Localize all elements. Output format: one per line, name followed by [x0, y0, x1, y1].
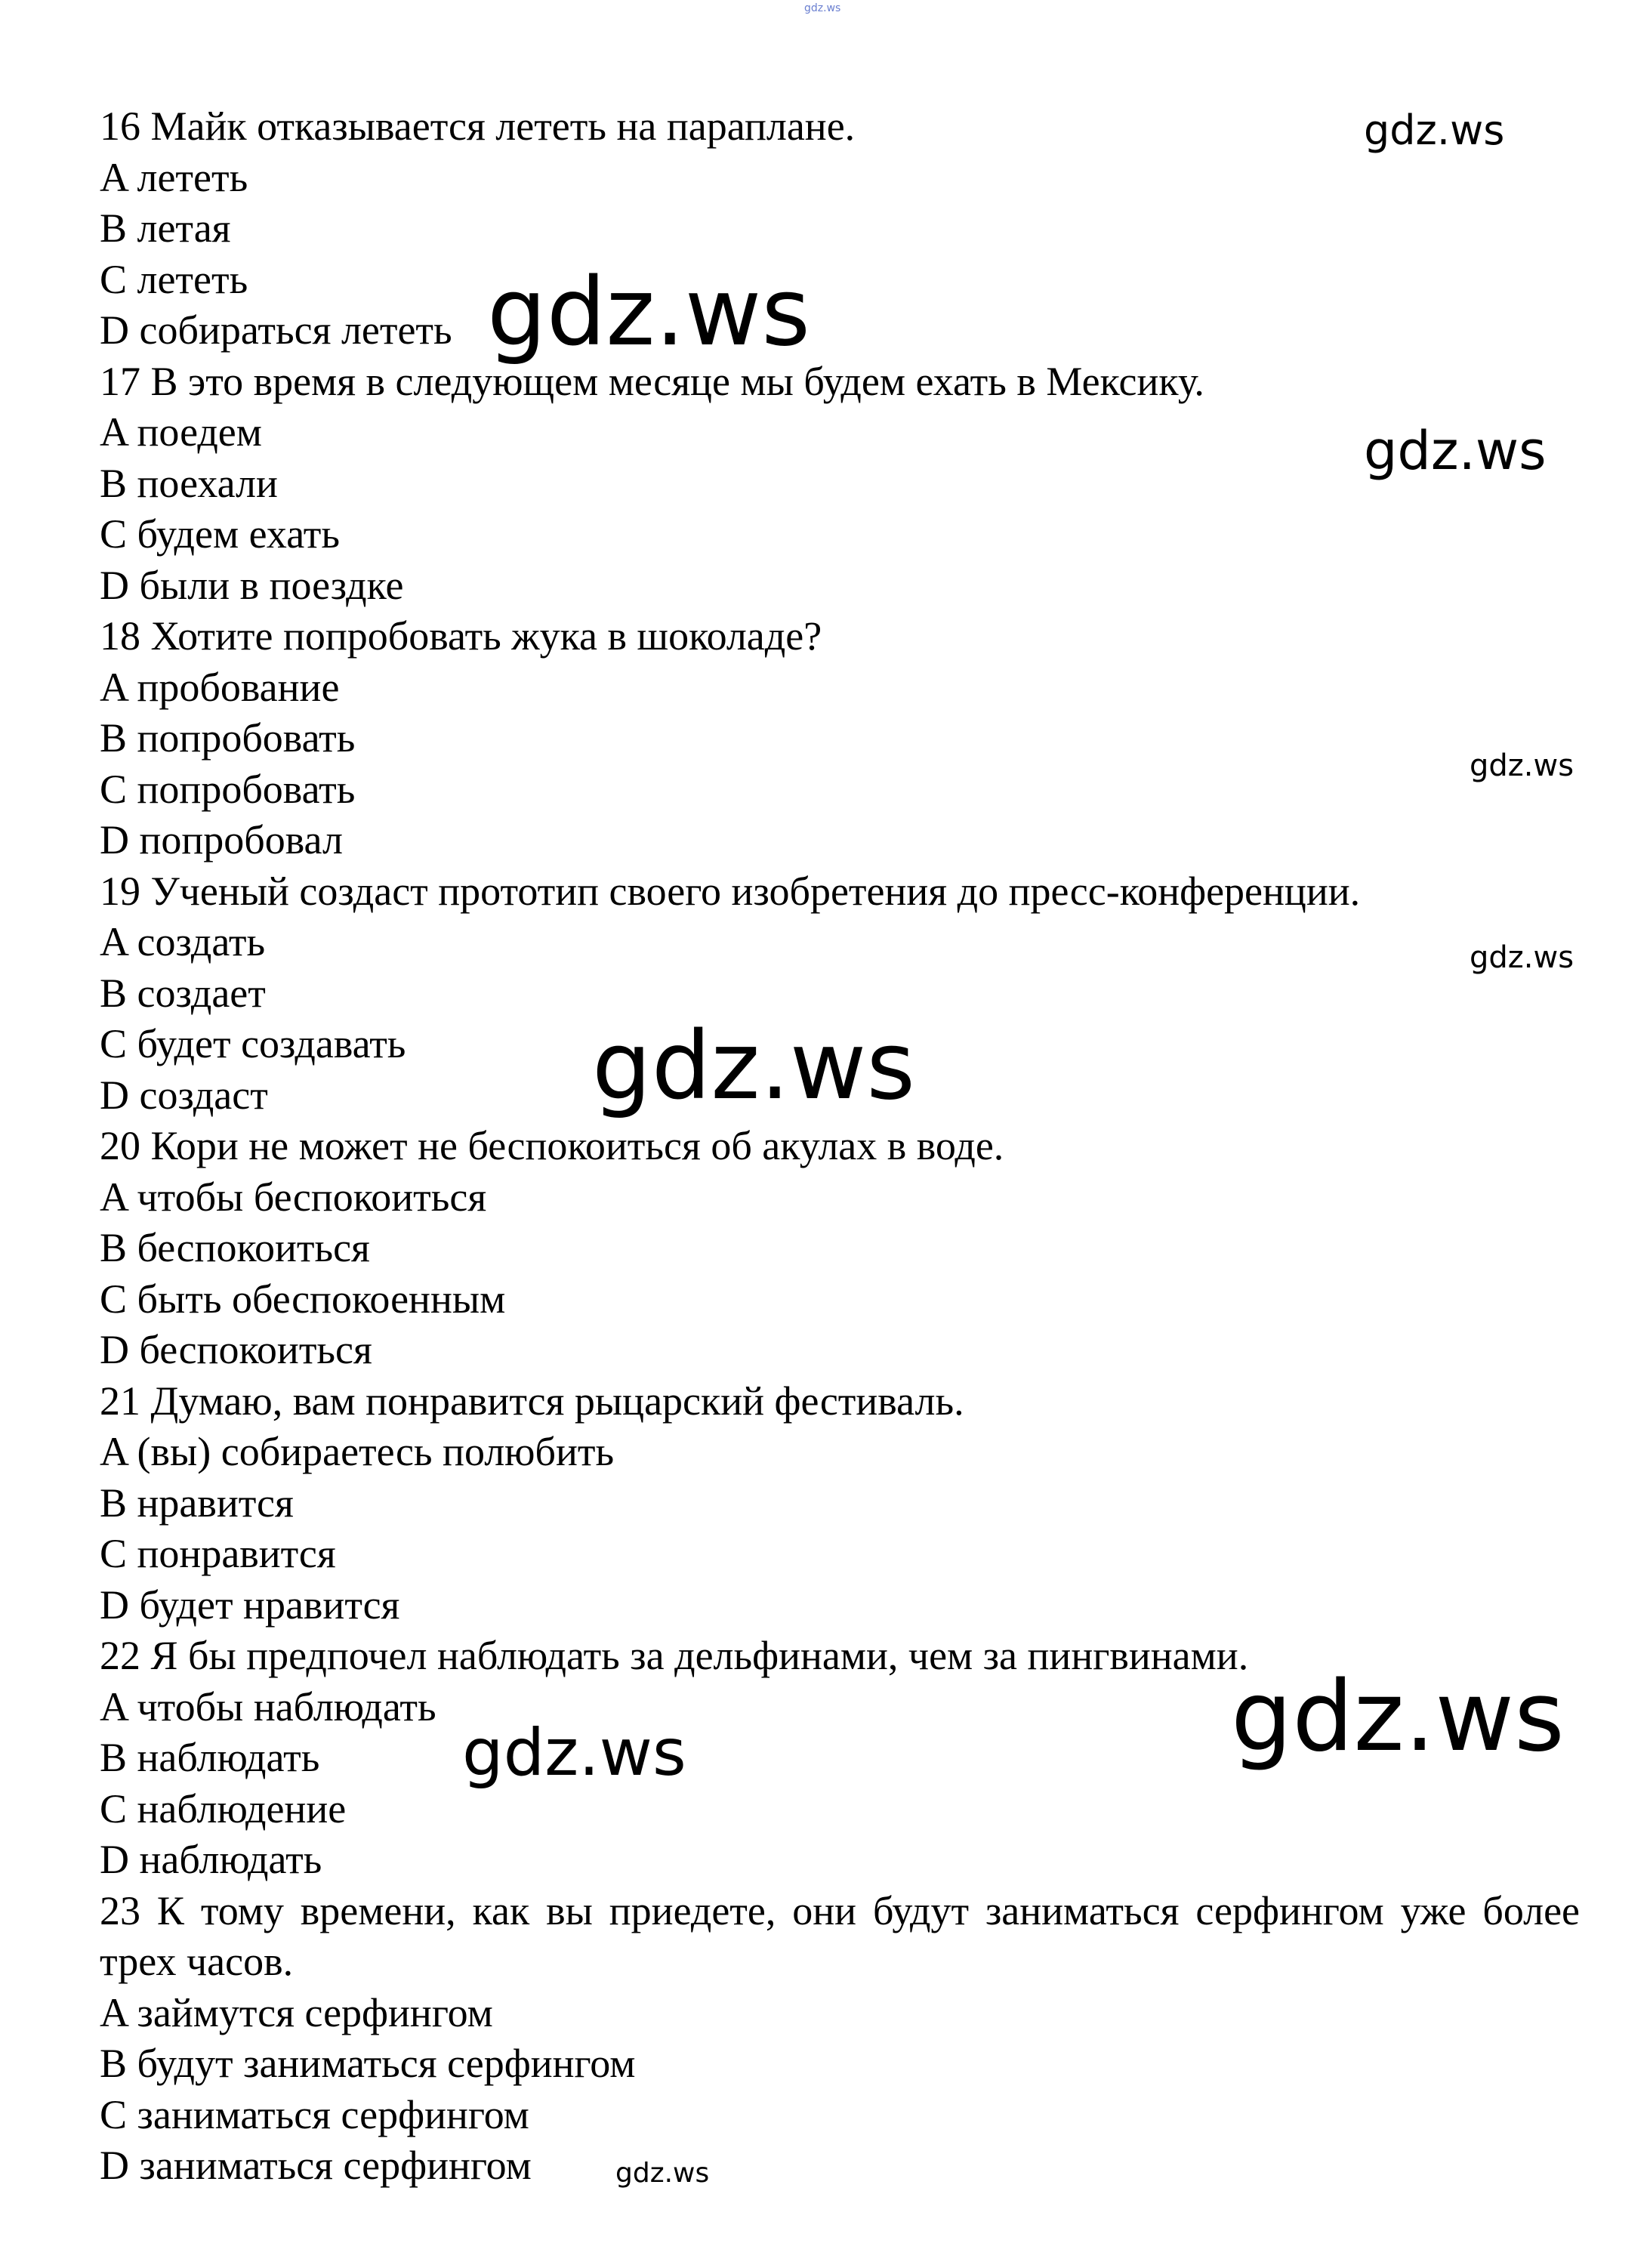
option-17-d: D были в поездке: [100, 562, 404, 608]
option-23-d: D заниматься серфингом: [100, 2143, 532, 2188]
option-21-b: B нравится: [100, 1480, 294, 1526]
option-20-b: B беспокоиться: [100, 1225, 370, 1270]
option-18-d: D попробовал: [100, 817, 343, 862]
option-17-b: B поехали: [100, 460, 278, 506]
option-16-b: B летая: [100, 205, 231, 251]
question-17: 17 В это время в следующем месяце мы будем ехать в Мексику.: [100, 358, 1204, 404]
option-20-c: C быть обеспокоенным: [100, 1276, 506, 1322]
watermark: gdz.ws: [1470, 748, 1574, 783]
watermark: gdz.ws: [1470, 940, 1574, 975]
option-22-d: D наблюдать: [100, 1837, 322, 1882]
option-22-a: A чтобы наблюдать: [100, 1683, 436, 1730]
option-23-b: B будут заниматься серфингом: [100, 2041, 636, 2086]
watermark-top: gdz.ws: [804, 2, 841, 14]
option-23-a: A займутся серфингом: [100, 1989, 493, 2035]
question-21: 21 Думаю, вам понравится рыцарский фестиваль.: [100, 1378, 964, 1424]
option-16-d: D собираться лететь: [100, 307, 452, 353]
option-16-a: A лететь: [100, 154, 248, 200]
option-17-c: C будем ехать: [100, 511, 340, 557]
option-19-c: C будет создавать: [100, 1021, 406, 1066]
question-19: 19 Ученый создаст прототип своего изобретения до пресс-конференции.: [100, 868, 1361, 914]
question-18: 18 Хотите попробовать жука в шоколаде?: [100, 613, 822, 659]
option-19-b: B создает: [100, 970, 266, 1016]
option-20-d: D беспокоиться: [100, 1327, 372, 1372]
option-17-a: A поедем: [100, 409, 262, 455]
option-18-b: B попробовать: [100, 715, 356, 761]
question-20: 20 Кори не может не беспокоиться об акулах в воде.: [100, 1123, 1004, 1168]
option-18-a: A пробование: [100, 664, 340, 710]
watermark: gdz.ws: [615, 2158, 710, 2189]
option-22-c: C наблюдение: [100, 1785, 347, 1831]
watermark: gdz.ws: [1364, 106, 1505, 154]
option-20-a: A чтобы беспокоиться: [100, 1174, 487, 1220]
watermark: gdz.ws: [1364, 420, 1547, 482]
option-21-a: A (вы) собираетесь полюбить: [100, 1429, 615, 1474]
watermark: gdz.ws: [487, 258, 810, 367]
option-21-c: C понравится: [100, 1531, 336, 1576]
watermark: gdz.ws: [1231, 1661, 1565, 1773]
watermark: gdz.ws: [592, 1012, 915, 1121]
option-23-c: C заниматься серфингом: [100, 2091, 529, 2137]
option-21-d: D будет нравится: [100, 1581, 400, 1628]
option-16-c: C лететь: [100, 256, 248, 302]
question-22: 22 Я бы предпочел наблюдать за дельфинами, чем за пингвинами.: [100, 1633, 1249, 1678]
option-18-c: C попробовать: [100, 766, 356, 812]
question-16: 16 Майк отказывается лететь на параплане.: [100, 103, 856, 149]
question-23: 23 К тому времени, как вы приедете, они будут заниматься серфингом уже более трех часов.: [100, 1887, 1580, 1984]
option-19-d: D создаст: [100, 1072, 268, 1118]
watermark: gdz.ws: [462, 1715, 686, 1791]
option-19-a: A создать: [100, 919, 266, 964]
document-body: [100, 101, 1580, 2192]
option-22-b: B наблюдать: [100, 1735, 320, 1780]
